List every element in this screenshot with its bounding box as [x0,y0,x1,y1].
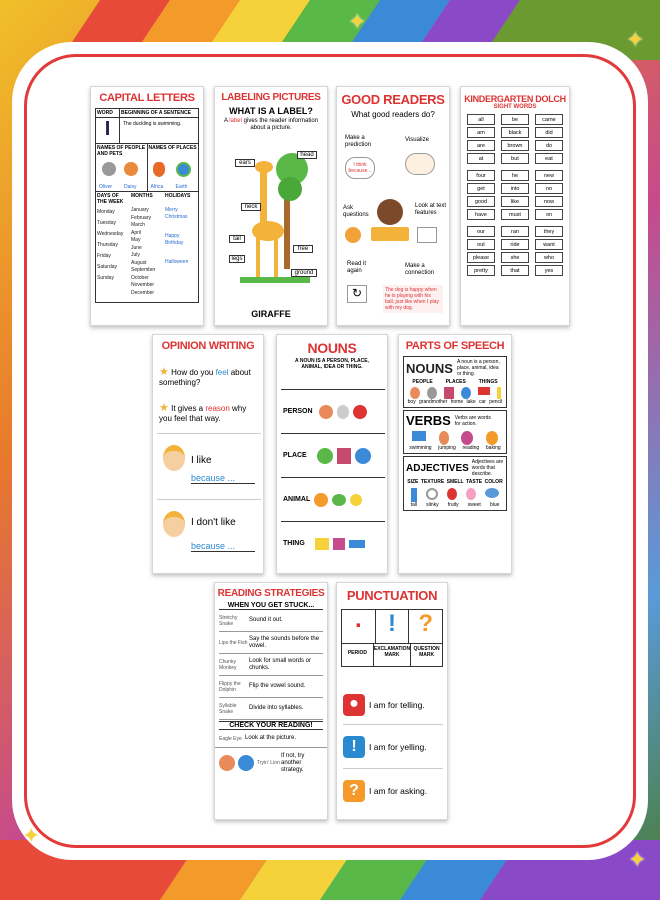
happy-kid-icon [163,445,185,471]
poster-title: PARTS OF SPEECH [405,340,505,352]
label-head: head [297,151,317,159]
cake-icon [333,538,345,550]
verb-words [406,445,504,451]
poster-title: GOOD READERS [341,92,445,107]
item: Make a prediction [345,135,372,148]
day-item: Sunday [97,275,114,281]
word-group [467,226,563,276]
sight-word: ran [501,226,529,237]
sight-word: ride [501,239,529,250]
strategy-step [219,632,323,654]
day-item: Wednesday [97,231,124,237]
punct-line: I am for telling. [369,699,425,710]
astronaut-icon [337,405,349,419]
sight-word: good [467,196,495,207]
sight-word: that [501,265,529,276]
poster-punctuation [336,582,448,820]
month-item: December [131,289,155,296]
months-list [130,206,164,302]
step-text: Sound it out. [249,617,283,623]
day-item: Thursday [97,242,118,248]
word: car [478,399,486,405]
label-ground: ground [291,269,317,277]
poster-title: READING STRATEGIES [217,588,325,599]
sight-word: pretty [467,265,495,276]
fruit-icon [447,488,457,500]
word: grandmother [419,399,448,405]
exclamation-symbol: ! [376,610,410,643]
sight-word: do [535,140,563,151]
sight-word: they [535,226,563,237]
sparkle-icon: ✦ [626,28,645,53]
poster-parts-of-speech [398,334,512,574]
day-item: Saturday [97,264,118,270]
name: Earth [175,184,188,190]
holidays-list [164,206,198,302]
poster-reading-strategies [214,582,328,820]
text: It gives a [171,404,206,413]
text: because ... [191,473,255,484]
sparkle-icon: ✦ [22,824,41,849]
text: How do you [171,368,216,377]
animal-name: Stretchy Snake [219,614,238,627]
animal-name: Flippy the Dolphin [219,680,241,693]
magnifier-icon [417,227,437,243]
step-text: Look at the picture. [245,735,297,741]
sight-word: but [501,153,529,164]
sight-word: she [501,252,529,263]
note: The dog is happy when he is playing with his ball, just like when I play with my dog. [383,285,443,313]
reader-boy-icon [377,199,403,225]
label-ears: ears [235,159,255,167]
name: Africa [150,184,164,190]
text: feel [215,368,229,377]
sad-kid-icon [163,511,185,537]
house-icon [337,448,351,464]
strategy-steps [215,610,327,720]
rainbow-icon [485,488,499,498]
sight-word: new [535,170,563,181]
earth-icon [176,162,191,177]
holiday-item: Merry Christmas [165,207,188,220]
question: What good readers do? [351,110,435,119]
col-label: SIZE [407,479,419,485]
label: MONTHS [131,193,153,199]
text: I like [191,455,212,466]
question-icon: ? [343,780,365,802]
plane-icon [349,540,365,548]
poster-title: PUNCTUATION [346,588,438,603]
month-item: September [131,267,156,273]
umbrella-icon [315,538,329,550]
sight-words [461,110,569,286]
sight-word: he [501,170,529,181]
poster-title: LABELING PICTURES [221,92,321,103]
month-item: May [131,237,141,243]
section-title: VERBS [406,413,451,428]
sight-word: no [535,183,563,194]
thought-bubble: I think because... [345,157,375,179]
poster-title: NOUNS [307,340,357,356]
month-item: February [131,214,152,221]
month-item: October [131,274,149,281]
poster-labeling-pictures [214,86,328,326]
section-title: CHECK YOUR READING! [219,721,323,730]
col-label: THINGS [478,379,498,385]
definition: Adjectives are words that describe. [471,459,504,477]
poster-subtitle: SIGHT WORDS [493,104,537,110]
sight-word: who [535,252,563,263]
sparkle-icon: ✦ [628,848,647,873]
row-label: THING [283,540,305,547]
sight-word: at [467,153,495,164]
turtle-icon [332,494,346,506]
word: jumping [438,445,456,451]
col-label: PEOPLE [412,379,433,385]
big-letter: I [96,118,120,143]
sight-word: be [501,114,529,125]
adj-words [406,502,504,508]
col-label: TASTE [466,479,483,485]
jumping-icon [439,431,449,445]
poster-opinion-writing [152,334,264,574]
girl-icon [124,162,138,176]
day-item: Friday [97,253,111,259]
step-text: Flip the vowel sound. [249,683,306,689]
label: WORD [96,109,120,117]
day-item: Monday [97,209,115,215]
word: sweet [467,502,481,508]
animal-name: Chunky Monkey [219,658,237,671]
word: reading [462,445,480,451]
col-label: TEXTURE [420,479,445,485]
sight-word: came [535,114,563,125]
sight-word: get [467,183,495,194]
word: swimming [409,445,432,451]
item: Ask questions [343,205,369,218]
cat-icon [102,162,116,176]
question-symbol: ? [418,610,434,637]
question: WHAT IS A LABEL? [229,106,313,116]
row-label: PLACE [283,452,307,459]
holiday-item: Happy Birthday [165,233,184,246]
label: NAMES OF PLACES [148,145,197,151]
animal-name: Eagle Eye [219,735,242,742]
sight-word: four [467,170,495,181]
sight-word: like [501,196,529,207]
word: home [450,399,464,405]
reading-icon [461,431,473,445]
section-title: WHEN YOU GET STUCK... [219,602,323,610]
santa-icon [353,405,367,419]
earth-icon [355,448,371,464]
month-item: January [131,207,149,213]
section-title: NOUNS [406,360,453,376]
name: Daisy [124,184,137,190]
month-item: March [131,222,145,228]
text: I don't like [191,517,236,528]
section-title: ADJECTIVES [406,462,469,474]
poster-title: CAPITAL LETTERS [99,92,195,104]
animal-name: Syllable Snake [219,702,237,715]
holiday-item: Halloween [165,259,189,265]
reader-icon [219,755,235,771]
adj-cols [406,479,504,485]
sight-word: on [535,209,563,220]
poster-title: OPINION WRITING [161,340,255,352]
col-label: QUESTION MARK [413,646,440,658]
word: tall [410,502,417,508]
label-legs: legs [229,255,245,263]
item: Visualize [405,137,429,143]
row-label: ANIMAL [283,496,311,503]
sight-word: out [467,239,495,250]
label: BEGINNING OF A SENTENCE [121,110,191,116]
label-free: free [293,245,313,253]
sight-word: brown [501,140,529,151]
text: label [229,118,242,124]
month-item: August [131,259,147,266]
month-item: April [131,229,142,236]
star-icon: ★ [159,402,169,414]
word-group [467,170,563,220]
strategy-step [219,610,323,632]
poster-good-readers [336,86,450,326]
definition: Verbs are words for action. [454,414,491,427]
bee-icon [350,494,362,506]
lake-icon [461,387,471,399]
dog-icon [314,493,328,507]
noun-words [406,399,504,405]
month-item: November [131,282,155,288]
label-neck: neck [241,203,261,211]
step-text: Divide into syllables. [249,705,304,711]
sight-word: eat [535,153,563,164]
home-icon [444,387,454,399]
boy-icon [410,387,420,399]
bubble-icon [238,755,254,771]
label: HOLIDAYS [165,193,191,199]
kid-icon [345,227,361,243]
island-icon [317,448,333,464]
sight-word: am [467,127,495,138]
step-text: If not, try another strategy. [281,752,305,773]
col-label: COLOR [484,479,503,485]
dog-thought-icon [405,153,435,175]
sight-word: black [501,127,529,138]
name: Oliver [99,184,113,190]
sight-word: did [535,127,563,138]
word-group [467,114,563,164]
reread-icon: ↻ [347,285,367,303]
definition: A NOUN IS A PERSON, PLACE, ANIMAL, IDEA OR THING. [295,358,369,370]
swimming-icon [412,431,426,441]
sight-word: want [535,239,563,250]
strategy-step [219,698,323,720]
person-icon [319,405,333,419]
item: Look at text features [415,203,447,216]
period-symbol: . [342,610,376,643]
word: baking [485,445,501,451]
pencil-icon [497,387,501,399]
tall-icon [411,488,417,502]
text: about something? [159,368,251,387]
item: Read it again [347,261,367,274]
sight-word: must [501,209,529,220]
col-label: SMELL [446,479,464,485]
word: boy [407,399,416,405]
word: pencil [489,399,503,405]
days-list [96,206,130,302]
step-text: Say the sounds before the vowel. [249,635,320,649]
month-item: June [131,244,142,251]
baking-icon [486,431,498,445]
sight-word: are [467,140,495,151]
label: NAMES OF PEOPLE AND PETS [96,144,148,158]
sight-word: please [467,252,495,263]
sight-word: into [501,183,529,194]
sparkle-icon: ✦ [348,10,367,35]
col-label: PLACES [445,379,466,385]
strategy-step [219,676,323,698]
strategy-step [219,654,323,676]
word: blue [489,502,500,508]
text: A [223,118,230,124]
sight-word: our [467,226,495,237]
word: lake [466,399,476,405]
poster-nouns [276,334,388,574]
sentence: The duckling is swimming. [123,121,182,127]
exclamation-icon: ! [343,736,365,758]
slinky-icon [426,488,438,500]
row-label: PERSON [283,408,313,415]
day-item: Tuesday [97,220,116,226]
poster-dolch [460,86,570,326]
poster-capital-letters [90,86,204,326]
poster-title: KINDERGARTEN DOLCH [464,94,566,104]
word: fruity [447,502,459,508]
col-label: PERIOD [342,644,374,666]
step-text: Look for small words or chunks. [249,657,312,671]
punct-line: I am for yelling. [369,741,427,752]
sight-word: all [467,114,495,125]
month-item: July [131,252,140,258]
word: slinky [426,502,439,508]
animal-name: Tryin' Lion [257,760,280,766]
label-tail: tail [229,235,245,243]
sight-word: now [535,196,563,207]
sweet-icon [466,488,476,500]
car-icon [478,387,490,395]
sight-word: have [467,209,495,220]
text: gives the reader information about a picture. [241,118,319,131]
book-icon [371,227,409,241]
definition: A noun is a person, place, animal, idea or thing. [456,359,500,377]
text: reason [205,404,230,413]
punct-line: I am for asking. [369,786,428,796]
item: Make a connection [405,263,435,276]
africa-icon [153,162,165,177]
grandmother-icon [427,387,437,399]
sight-word: yes [535,265,563,276]
text: why you feel that way. [159,404,247,423]
label: DAYS OF THE WEEK [97,193,124,205]
text: because ... [191,541,255,552]
period-icon: ● [343,694,365,716]
star-icon: ★ [159,366,169,378]
col-label: EXCLAMATION MARK [374,644,411,666]
caption: GIRAFFE [251,309,291,319]
animal-name: Lips the Fish [219,639,248,646]
